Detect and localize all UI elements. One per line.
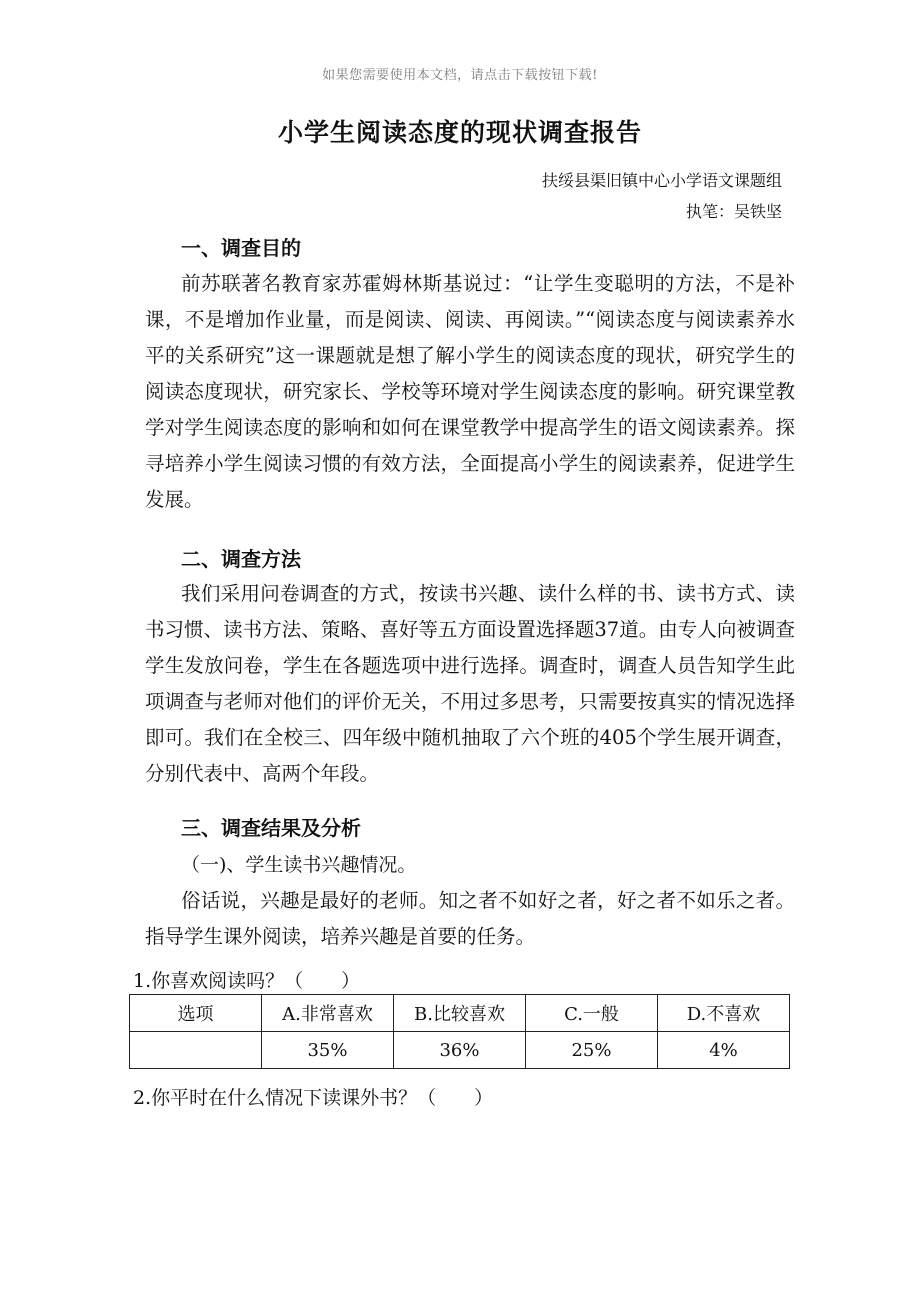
paragraph-method: 我们采用问卷调查的方式，按读书兴趣、读什么样的书、读书方式、读书习惯、读书方法、策略、喜好等五方面设置选择题37道。由专人向被调查学生发放问卷，学生在各题选项中进行选择。调查时，调查人员告知学生此项调查与老师对他们的评价无关，不用过多思考，只需要按真实的情况选择即可。我们在全校三、四年级中随机抽取了六个班的405个学生展开调查，分别代表中、高两个年段。 [145, 582, 795, 785]
table-header-cell: C.一般 [526, 995, 658, 1032]
paragraph-purpose: 前苏联著名教育家苏霍姆林斯基说过：“让学生变聪明的方法，不是补课，不是增加作业量，而是阅读、阅读、再阅读。”“阅读态度与阅读素养水平的关系研究”这一课题就是想了解小学生的阅读态度的现状，研究学生的阅读态度现状，研究家长、学校等环境对学生阅读态度的影响。研究课堂教学对学生阅读态度的影响和如何在课堂教学中提高学生的语文阅读素养。探寻培养小学生阅读习惯的有效方法，全面提高小学生的阅读素养，促进学生发展。 [145, 272, 795, 511]
organization: 扶绥县渠旧镇中心小学语文课题组 [541, 171, 782, 190]
table-header-cell: A.非常喜欢 [262, 995, 394, 1032]
author: 执笔：吴铁坚 [685, 202, 782, 221]
table-row [130, 1032, 790, 1069]
table-cell: 36% [394, 1032, 526, 1069]
section-heading-results: 三、调查结果及分析 [181, 816, 361, 840]
section-heading-purpose: 一、调查目的 [181, 236, 301, 260]
table-header-cell: B.比较喜欢 [394, 995, 526, 1032]
table-cell: 25% [526, 1032, 658, 1069]
section-heading-method: 二、调查方法 [181, 547, 301, 571]
paragraph-interest: 俗话说，兴趣是最好的老师。知之者不如好之者，好之者不如乐之者。指导学生课外阅读，培养兴趣是首要的任务。 [145, 889, 795, 948]
question-2: 2.你平时在什么情况下读课外书？（ ） [133, 1087, 494, 1109]
table-header-cell: 选项 [130, 995, 262, 1032]
table-header-row [130, 995, 790, 1032]
table-cell: 35% [262, 1032, 394, 1069]
table-header-cell: D.不喜欢 [658, 995, 790, 1032]
question-1: 1.你喜欢阅读吗？（ ） [133, 970, 361, 992]
survey-table [129, 994, 790, 1069]
table-cell [130, 1032, 262, 1069]
subheading-interest: （一)、学生读书兴趣情况。 [181, 854, 417, 876]
page-title: 小学生阅读态度的现状调查报告 [277, 118, 642, 147]
table-cell: 4% [658, 1032, 790, 1069]
download-note: 如果您需要使用本文档，请点击下载按钮下载! [322, 68, 598, 83]
